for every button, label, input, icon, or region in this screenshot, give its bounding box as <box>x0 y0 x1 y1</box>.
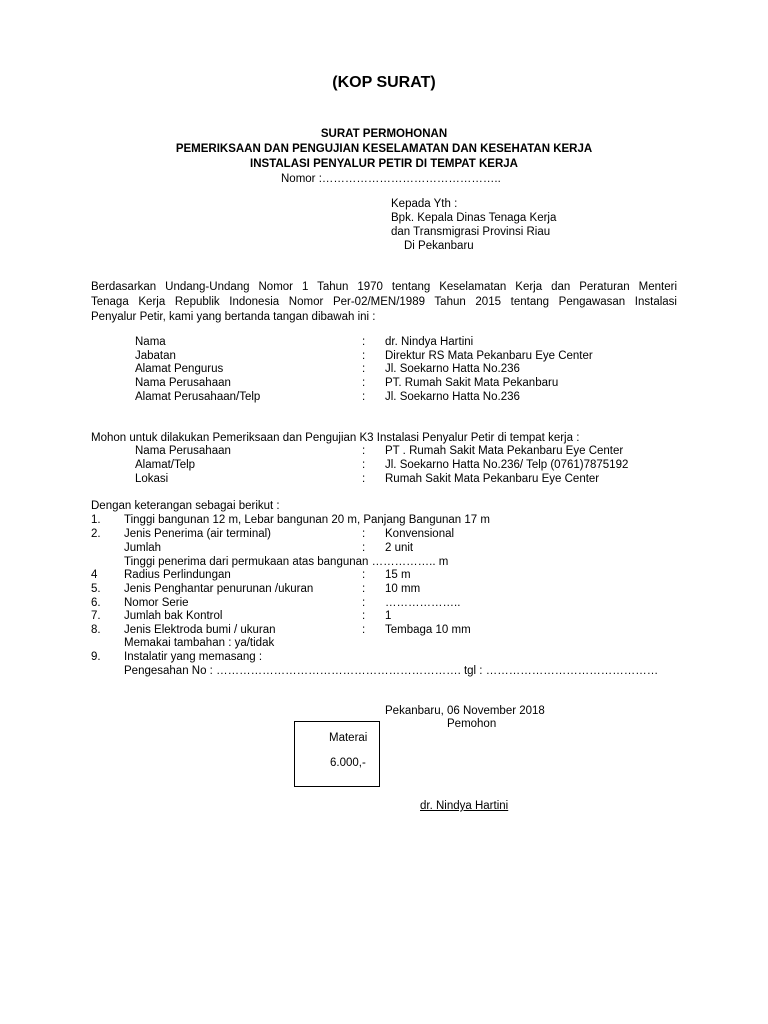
recipient-line: Di Pekanbaru <box>404 240 474 252</box>
recipient-line: dan Transmigrasi Provinsi Riau <box>391 226 551 238</box>
item-text: Jenis Penghantar penurunan /ukuran <box>124 583 314 595</box>
field-colon: : <box>362 336 366 348</box>
item-colon: : <box>362 528 366 540</box>
item-text: Tinggi penerima dari permukaan atas bangunan …………….. m <box>124 556 449 568</box>
applicant-role: Pemohon <box>447 718 497 730</box>
field-label: Alamat Pengurus <box>135 363 224 375</box>
intro-line: Penyalur Petir, kami yang bertanda tangan dibawah ini : <box>91 311 376 323</box>
item-number: 2. <box>91 528 101 540</box>
field-colon: : <box>362 363 366 375</box>
field-colon: : <box>362 459 366 471</box>
signatory-name <box>420 800 508 814</box>
kop-surat-heading: (KOP SURAT) <box>332 74 436 91</box>
field-value: Jl. Soekarno Hatta No.236 <box>385 391 520 403</box>
recipient-line: Bpk. Kepala Dinas Tenaga Kerja <box>391 212 557 224</box>
intro-line: Berdasarkan Undang-Undang Nomor 1 Tahun 1970 tentang Keselamatan Kerja dan Peraturan Menteri <box>91 281 677 293</box>
item-number: 9. <box>91 651 101 663</box>
stamp-label: Materai <box>329 732 368 744</box>
item-text: Memakai tambahan : ya/tidak <box>124 637 275 649</box>
item-text: Nomor Serie <box>124 597 189 609</box>
field-value: dr. Nindya Hartini <box>385 336 474 348</box>
item-value: Konvensional <box>385 528 455 540</box>
field-label: Alamat/Telp <box>135 459 196 471</box>
item-colon: : <box>362 624 366 636</box>
item-colon: : <box>362 542 366 554</box>
field-value: Jl. Soekarno Hatta No.236/ Telp (0761)7875192 <box>385 459 629 471</box>
item-value: Tembaga 10 mm <box>385 624 471 636</box>
item-number: 5. <box>91 583 101 595</box>
item-number: 1. <box>91 514 101 526</box>
signatory-name-text: dr. Nindya Hartini <box>420 800 509 812</box>
field-colon: : <box>362 391 366 403</box>
letter-number: Nomor :……………………………………….. <box>281 173 501 185</box>
item-colon: : <box>362 610 366 622</box>
field-label: Nama <box>135 336 166 348</box>
field-label: Lokasi <box>135 473 169 485</box>
letter-subtitle-2: INSTALASI PENYALUR PETIR DI TEMPAT KERJA <box>250 158 518 170</box>
letter-title: SURAT PERMOHONAN <box>320 128 448 140</box>
recipient-line: Kepada Yth : <box>391 198 458 210</box>
stamp-box <box>294 721 380 787</box>
field-value: PT. Rumah Sakit Mata Pekanbaru <box>385 377 559 389</box>
item-number: 4 <box>91 569 98 581</box>
field-label: Jabatan <box>135 350 176 362</box>
item-text: Tinggi bangunan 12 m, Lebar bangunan 20 m, Panjang Bangunan 17 m <box>124 514 490 526</box>
item-text: Jenis Penerima (air terminal) <box>124 528 271 540</box>
place-date: Pekanbaru, 06 November 2018 <box>385 705 545 717</box>
item-text: Pengesahan No : ………………………………………………………. tgl : ……………………………………… <box>124 665 659 677</box>
request-text: Mohon untuk dilakukan Pemeriksaan dan Pengujian K3 Instalasi Penyalur Petir di tempat kerja : <box>91 432 580 444</box>
field-colon: : <box>362 473 366 485</box>
field-value: Direktur RS Mata Pekanbaru Eye Center <box>385 350 593 362</box>
field-colon: : <box>362 350 366 362</box>
item-text: Radius Perlindungan <box>124 569 231 581</box>
field-label: Nama Perusahaan <box>135 445 231 457</box>
item-value: 1 <box>385 610 392 622</box>
intro-line: Tenaga Kerja Republik Indonesia Nomor Per-02/MEN/1989 Tahun 2015 tentang Pengawasan Instalasi <box>91 296 677 308</box>
item-text: Jenis Elektroda bumi / ukuran <box>124 624 276 636</box>
details-intro: Dengan keterangan sebagai berikut : <box>91 500 280 512</box>
field-colon: : <box>362 377 366 389</box>
letter-subtitle-1: PEMERIKSAAN DAN PENGUJIAN KESELAMATAN DAN KESEHATAN KERJA <box>175 143 593 155</box>
item-number: 6. <box>91 597 101 609</box>
stamp-value: 6.000,- <box>330 757 366 769</box>
item-colon: : <box>362 569 366 581</box>
item-text: Instalatir yang memasang : <box>124 651 263 663</box>
item-value: 15 m <box>385 569 411 581</box>
field-label: Alamat Perusahaan/Telp <box>135 391 261 403</box>
field-value: PT . Rumah Sakit Mata Pekanbaru Eye Center <box>385 445 624 457</box>
field-value: Jl. Soekarno Hatta No.236 <box>385 363 520 375</box>
item-value: 2 unit <box>385 542 414 554</box>
item-value: ……………….. <box>385 597 461 609</box>
item-number: 8. <box>91 624 101 636</box>
item-colon: : <box>362 583 366 595</box>
field-label: Nama Perusahaan <box>135 377 231 389</box>
item-text: Jumlah bak Kontrol <box>124 610 223 622</box>
item-text: Jumlah <box>124 542 162 554</box>
item-number: 7. <box>91 610 101 622</box>
item-colon: : <box>362 597 366 609</box>
item-value: 10 mm <box>385 583 421 595</box>
field-colon: : <box>362 445 366 457</box>
field-value: Rumah Sakit Mata Pekanbaru Eye Center <box>385 473 600 485</box>
